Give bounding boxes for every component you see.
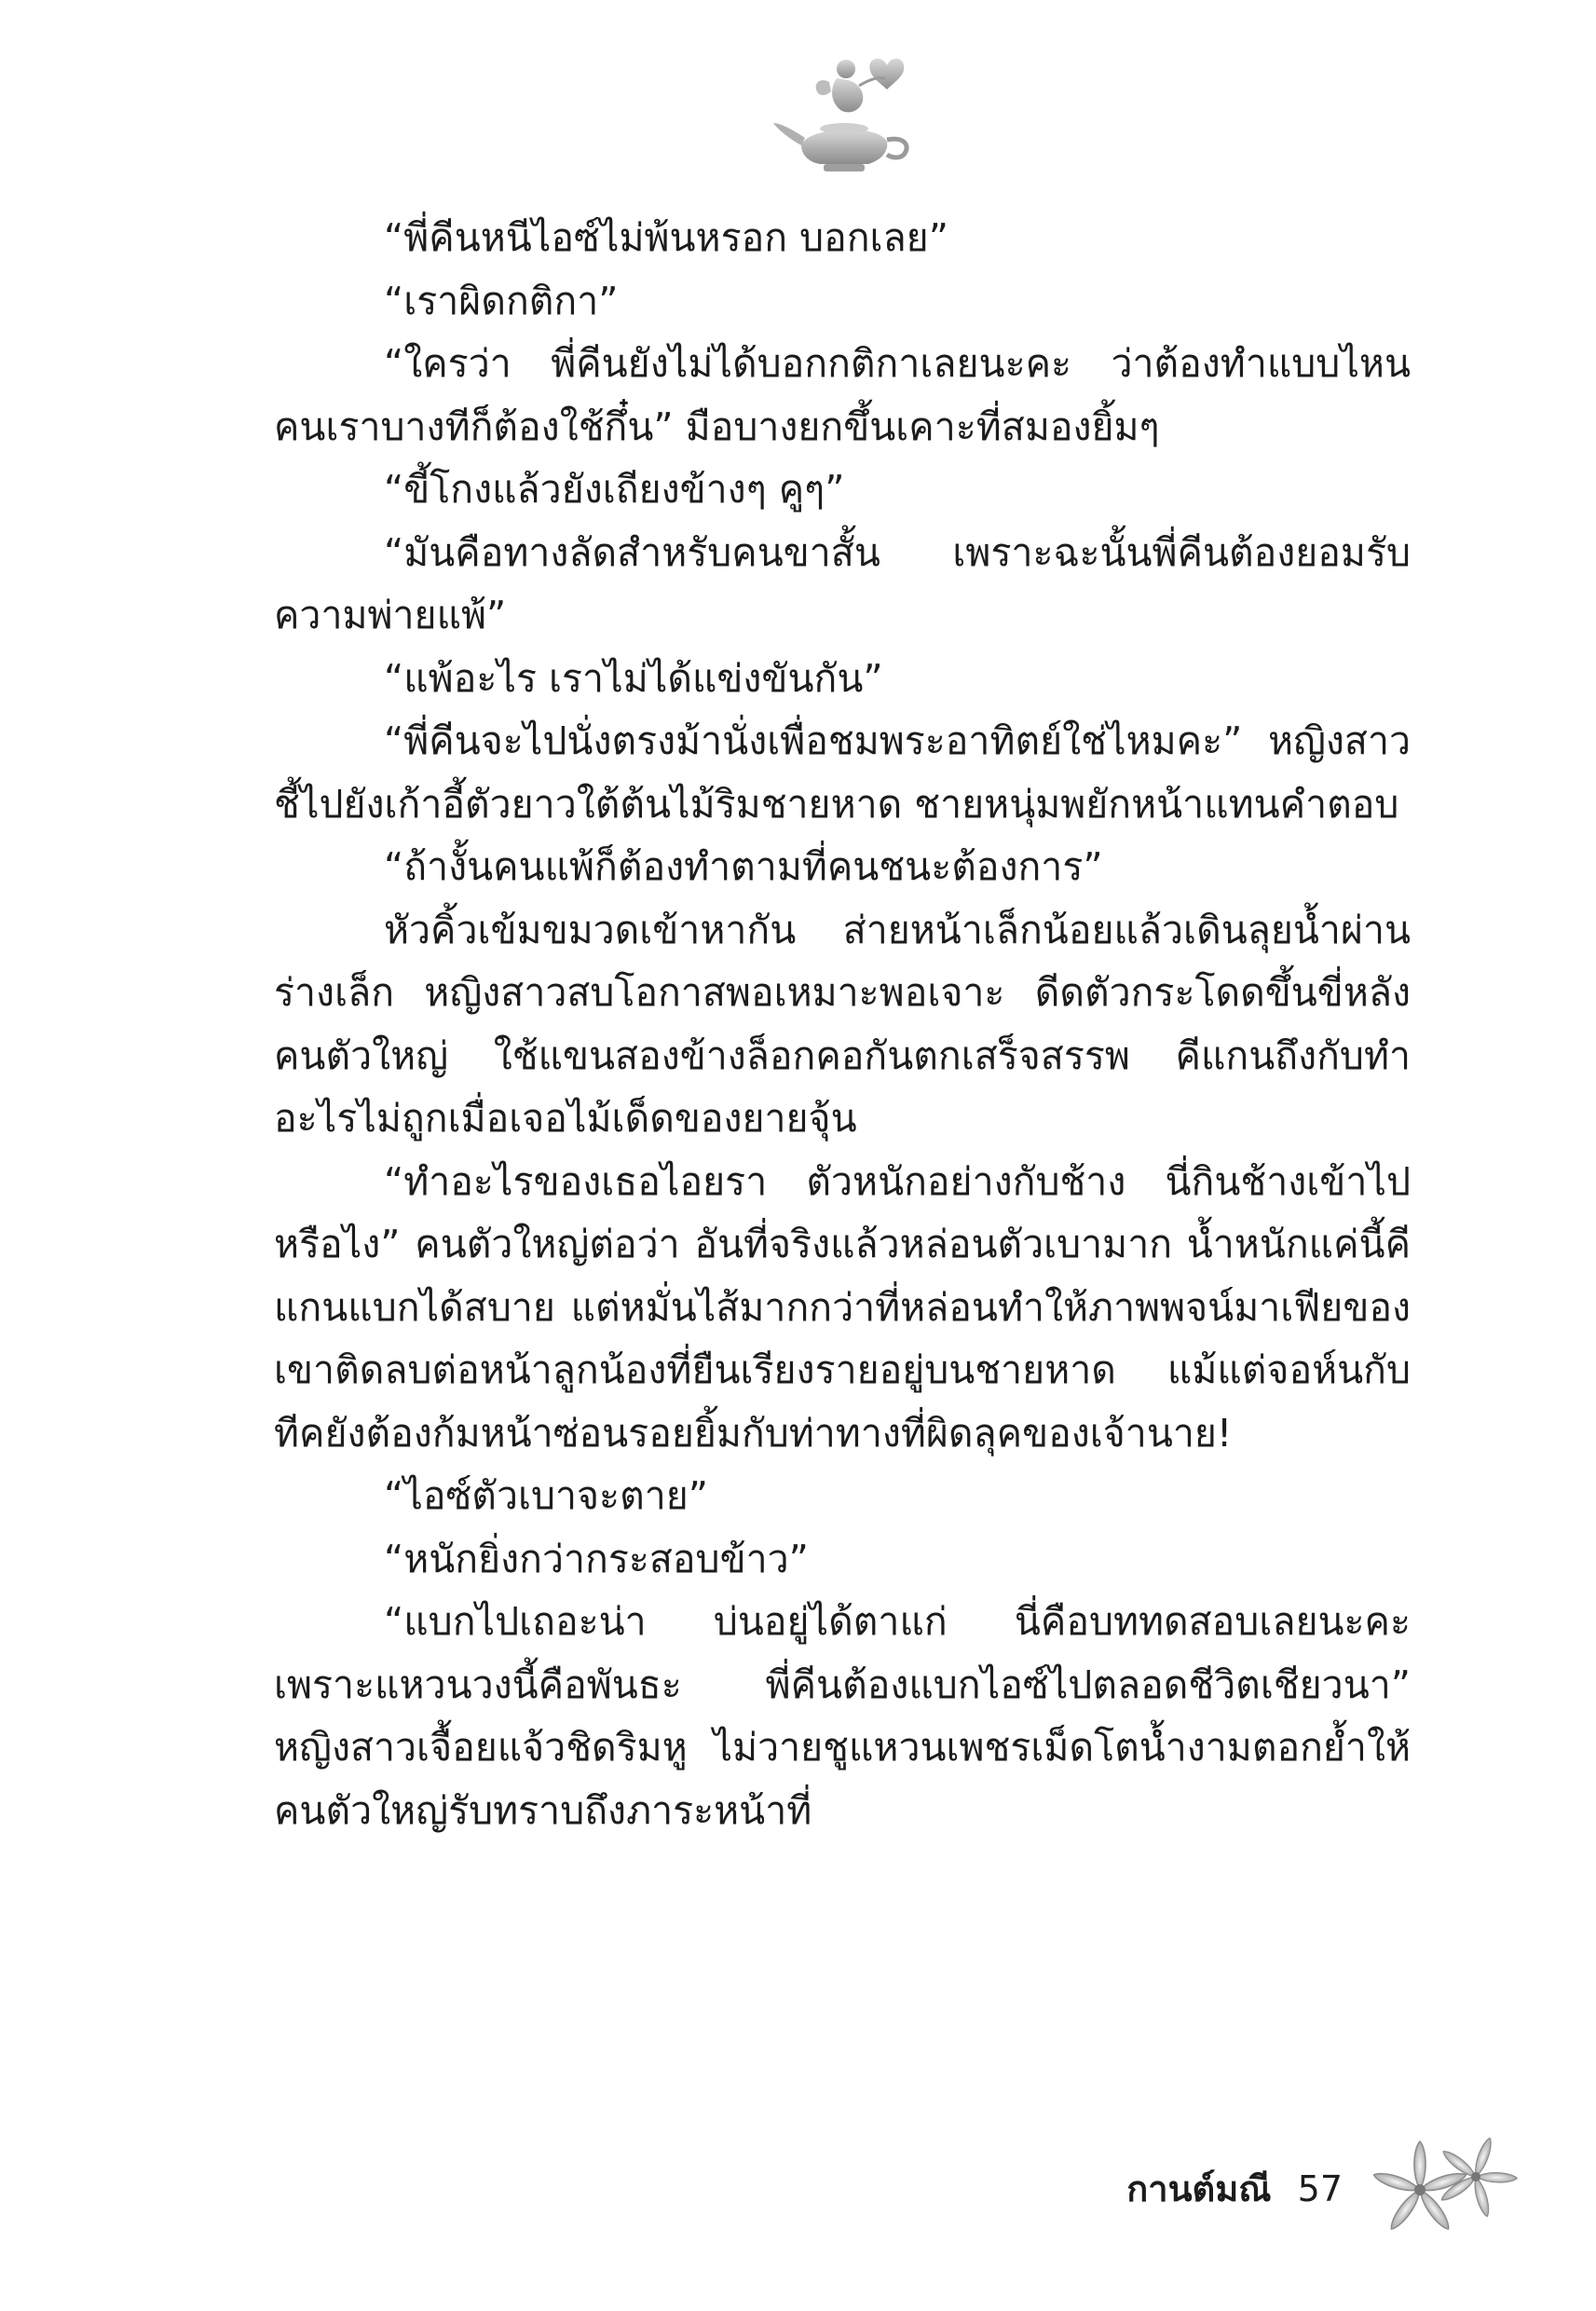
top-ornament [764,48,932,188]
paragraph: “ทำอะไรของเธอไอยรา ตัวหนักอย่างกับช้าง นี่กินช้างเข้าไปหรือไง” คนตัวใหญ่ต่อว่า อันที่จริงแล้วหล่อนตัวเบามาก น้ำหนักแค่นี้คีแกนแบกได้สบาย แต่หมั่นไส้มากกว่าที่หล่อนทำให้ภาพพจน์มาเฟียของเขาติดลบต่อหน้าลูกน้องที่ยืนเรียงรายอยู่บนชายหาด แม้แต่จอห์นกับทีคยังต้องก้มหน้าซ่อนรอยยิ้มกับท่าทางที่ผิดลุคของเจ้านาย! [274,1158,1411,1456]
paragraph: “พี่คีนหนีไอซ์ไม่พ้นหรอก บอกเลย” [384,215,948,260]
paragraph: “หนักยิ่งกว่ากระสอบข้าว” [384,1536,809,1581]
page-number: 57 [1297,2168,1343,2209]
paragraph: “มันคือทางลัดสำหรับคนขาสั้น เพราะฉะนั้นพี่คีนต้องยอมรับความพ่ายแพ้” [274,529,1411,637]
paragraph: “แพ้อะไร เราไม่ได้แข่งขันกัน” [384,655,883,701]
paragraph: “เราผิดกติกา” [384,278,619,323]
paragraph: “ถ้างั้นคนแพ้ก็ต้องทำตามที่คนชนะต้องการ” [384,844,1103,889]
book-title: กานต์มณี [1126,2168,1272,2209]
paragraph: หัวคิ้วเข้มขมวดเข้าหากัน ส่ายหน้าเล็กน้อยแล้วเดินลุยน้ำผ่านร่างเล็ก หญิงสาวสบโอกาสพอเหมาะพอเจาะ ดีดตัวกระโดดขึ้นขี่หลังคนตัวใหญ่ ใช้แขนสองข้างล็อกคอกันตกเสร็จสรรพ คีแกนถึงกับทำอะไรไม่ถูกเมื่อเจอไม้เด็ดของยายจุ้น [274,907,1411,1141]
paragraph: “ขี้โกงแล้วยังเถียงข้างๆ คูๆ” [384,467,845,512]
body-text [274,207,1411,1842]
paragraph: “พี่คีนจะไปนั่งตรงม้านั่งเพื่อชมพระอาทิตย์ใช่ไหมคะ” หญิงสาวชี้ไปยังเก้าอี้ตัวยาวใต้ต้นไม้ริมชายหาด ชายหนุ่มพยักหน้าแทนคำตอบ [274,718,1411,827]
paragraph: “แบกไปเถอะน่า บ่นอยู่ได้ตาแก่ นี่คือบททดสอบเลยนะคะ เพราะแหวนวงนี้คือพันธะ พี่คีนต้องแบกไอซ์ไปตลอดชีวิตเชียวนา” หญิงสาวเจื้อยแจ้วชิดริมหู ไม่วายชูแหวนเพชรเม็ดโตน้ำงามตอกย้ำให้คนตัวใหญ่รับทราบถึงภาระหน้าที่ [274,1599,1411,1833]
cupid-teapot-icon [764,48,932,188]
paragraph: “ไอซ์ตัวเบาจะตาย” [384,1473,708,1518]
bottom-ornament [1371,2125,1521,2246]
lily-flowers-icon [1371,2125,1521,2246]
paragraph: “ใครว่า พี่คีนยังไม่ได้บอกกติกาเลยนะคะ ว่าต้องทำแบบไหน คนเราบางทีก็ต้องใช้กึ๋น” มือบางยกขึ้นเคาะที่สมองยิ้มๆ [274,341,1411,449]
page-footer [1126,2160,1343,2217]
